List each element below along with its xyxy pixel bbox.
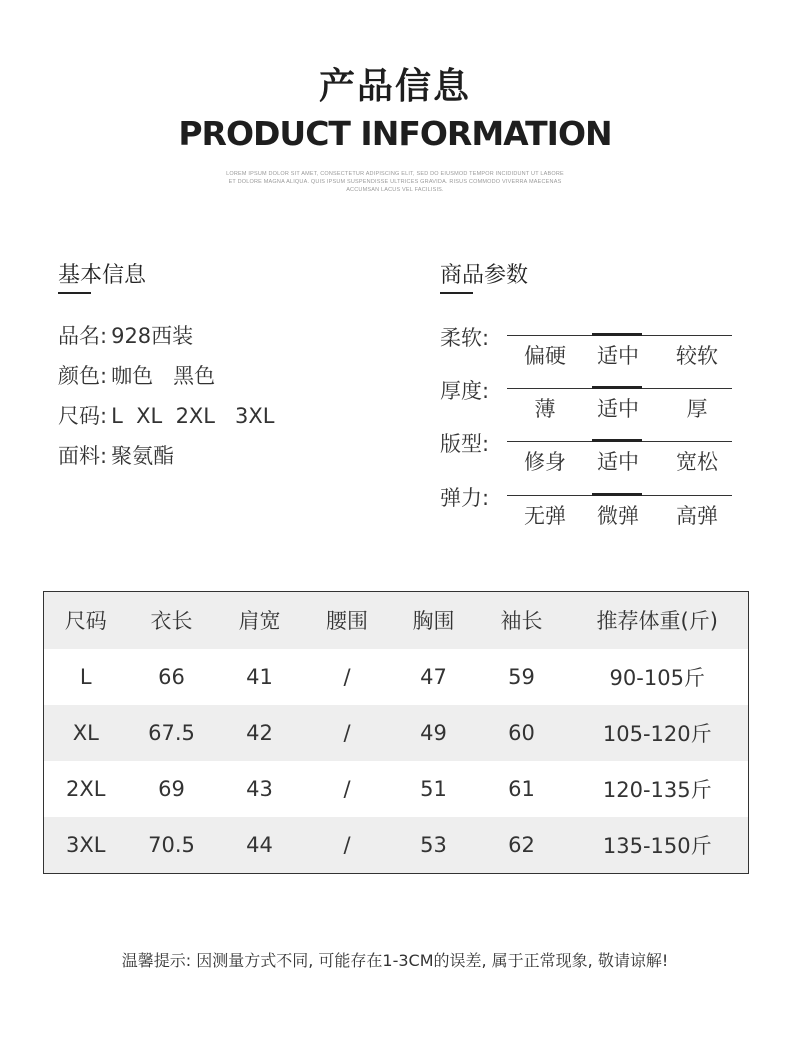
size-table-row: [44, 649, 749, 705]
size-table-cell: 53: [420, 833, 447, 858]
param-option: 厚: [686, 397, 708, 421]
basic-info-list: [58, 318, 274, 478]
param-option: 偏硬: [524, 344, 566, 368]
basic-info-heading: 基本信息: [58, 263, 147, 288]
basic-info-row: [58, 398, 274, 438]
param-option: 适中: [597, 450, 639, 474]
size-table-row: [44, 705, 749, 761]
page-title-cn: 产品信息: [318, 66, 471, 107]
size-table-cell: 105-120斤: [602, 721, 712, 746]
size-table-cell: 47: [420, 664, 447, 689]
size-table-cell: L: [79, 664, 92, 689]
param-option: 较软: [676, 344, 718, 368]
size-table-cell: 49: [420, 720, 447, 745]
disclaimer-note: 温馨提示: 因测量方式不同, 可能存在1-3CM的误差, 属于正常现象, 敬请谅解!: [121, 951, 669, 970]
basic-info-row: [58, 318, 274, 358]
size-table-cell: /: [343, 833, 351, 858]
param-option: 薄: [534, 397, 556, 421]
size-table-header-cell: 推荐体重(斤): [596, 609, 718, 634]
basic-info-underline: [58, 292, 91, 294]
param-selected-marker: [592, 493, 642, 496]
basic-info-value: 聚氨酯: [111, 444, 175, 468]
basic-info-row: [58, 438, 274, 478]
param-selected-marker: [592, 386, 642, 389]
size-table-header-cell: 尺码: [64, 609, 107, 634]
size-table-row: [44, 817, 749, 873]
size-table-cell: 69: [158, 777, 185, 802]
basic-info-value: 928西装: [111, 324, 194, 348]
size-table-cell: 61: [508, 777, 535, 802]
size-table-cell: 41: [246, 664, 273, 689]
size-table-cell: 60: [508, 720, 535, 745]
basic-info-value: L XL 2XL 3XL: [111, 404, 275, 428]
size-table-header-cell: 肩宽: [238, 609, 281, 634]
size-table-cell: 51: [420, 777, 447, 802]
size-table-cell: 90-105斤: [609, 665, 705, 690]
size-table-header-cell: 袖长: [500, 609, 543, 634]
param-label: 弹力:: [440, 486, 490, 510]
param-selected-marker: [592, 439, 642, 442]
param-label: 柔软:: [440, 326, 490, 350]
size-table: [43, 591, 749, 874]
basic-info-value: 咖色 黑色: [111, 364, 216, 388]
size-table-cell: 42: [246, 720, 273, 745]
param-option: 高弹: [676, 504, 718, 528]
param-option: 宽松: [676, 450, 718, 474]
param-option: 适中: [597, 397, 639, 421]
basic-info-row: [58, 358, 274, 398]
size-table-header-cell: 胸围: [412, 609, 455, 634]
size-table-header-row: [44, 592, 749, 649]
params-heading: 商品参数: [440, 263, 529, 288]
size-table-cell: 66: [158, 664, 185, 689]
param-label: 版型:: [440, 432, 490, 456]
size-table-cell: 59: [508, 664, 535, 689]
size-table-cell: 43: [246, 777, 273, 802]
size-table-cell: /: [343, 720, 351, 745]
lorem-text: LOREM IPSUM DOLOR SIT AMET, CONSECTETUR ADIPISCING ELIT, SED DO EIUSMOD TEMPOR INCIDIDUNT UT LABORE ET DOLORE MAGNA ALIQUA. QUIS IPSUM SUSPENDISSE ULTRICES GRAVIDA. RISUS COMMODO VIVERRA MAECENAS ACCUMSAN LACUS VEL FACILISIS.: [226, 171, 564, 193]
page-title-en: PRODUCT INFORMATION: [178, 114, 612, 153]
basic-info-key: 颜色:: [58, 364, 108, 388]
size-table-cell: 67.5: [148, 720, 195, 745]
basic-info-key: 面料:: [58, 444, 108, 468]
size-table-cell: 120-135斤: [602, 778, 712, 803]
param-selected-marker: [592, 333, 642, 336]
size-table-cell: 62: [508, 833, 535, 858]
basic-info-key: 品名:: [58, 324, 108, 348]
size-table-cell: 70.5: [148, 833, 195, 858]
size-table-row: [44, 761, 749, 817]
size-table-cell: /: [343, 664, 351, 689]
basic-info-key: 尺码:: [58, 404, 108, 428]
size-table-cell: /: [343, 777, 351, 802]
size-table-header-cell: 衣长: [150, 609, 193, 634]
size-table-cell: XL: [72, 720, 99, 745]
param-option: 修身: [524, 450, 566, 474]
param-label: 厚度:: [440, 379, 490, 403]
params-underline: [440, 292, 473, 294]
param-option: 无弹: [524, 504, 566, 528]
size-table-cell: 3XL: [66, 833, 106, 858]
size-table-cell: 135-150斤: [602, 834, 712, 859]
param-option: 微弹: [597, 504, 639, 528]
size-table-cell: 2XL: [66, 777, 106, 802]
size-table-cell: 44: [246, 833, 273, 858]
param-option: 适中: [597, 344, 639, 368]
size-table-header-cell: 腰围: [326, 609, 368, 634]
